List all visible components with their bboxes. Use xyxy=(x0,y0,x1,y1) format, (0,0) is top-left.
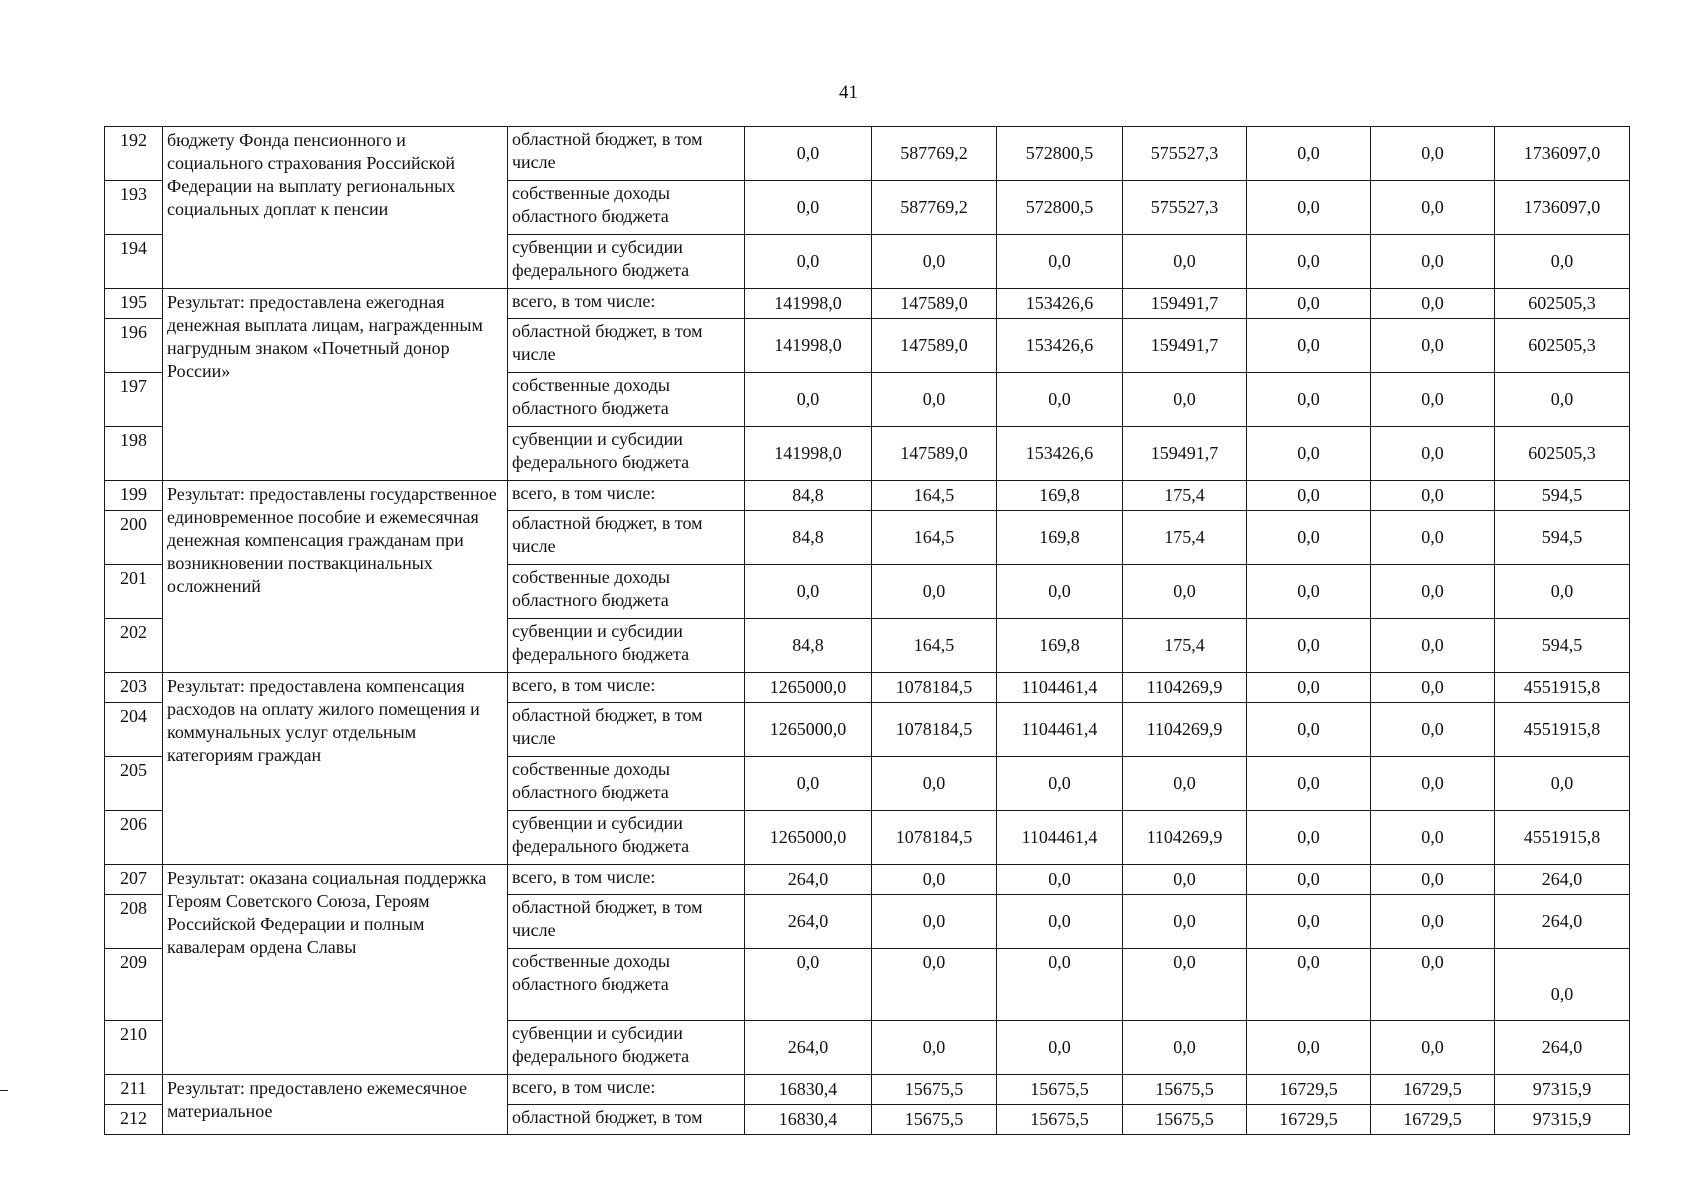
value-cell: 264,0 xyxy=(745,895,872,949)
value-cell: 1104461,4 xyxy=(997,673,1123,703)
value-cell: 16830,4 xyxy=(745,1105,872,1135)
value-cell: 0,0 xyxy=(1247,703,1371,757)
value-cell: 84,8 xyxy=(745,511,872,565)
row-number: 202 xyxy=(105,619,163,673)
value-cell: 15675,5 xyxy=(1123,1105,1247,1135)
value-cell: 575527,3 xyxy=(1123,181,1247,235)
value-cell: 0,0 xyxy=(1247,427,1371,481)
row-number: 192 xyxy=(105,127,163,181)
value-cell: 0,0 xyxy=(1247,481,1371,511)
funding-source: всего, в том числе: xyxy=(508,1075,745,1105)
value-cell: 0,0 xyxy=(1371,673,1495,703)
value-cell: 264,0 xyxy=(1495,1021,1630,1075)
value-cell: 15675,5 xyxy=(872,1105,997,1135)
budget-table xyxy=(104,126,1630,1135)
value-cell: 0,0 xyxy=(745,127,872,181)
value-cell: 0,0 xyxy=(872,565,997,619)
value-cell: 169,8 xyxy=(997,511,1123,565)
value-cell: 0,0 xyxy=(1371,865,1495,895)
value-cell: 159491,7 xyxy=(1123,427,1247,481)
value-cell: 15675,5 xyxy=(1123,1075,1247,1105)
funding-source: субвенции и субсидии федерального бюджета xyxy=(508,235,745,289)
value-cell: 0,0 xyxy=(1247,511,1371,565)
value-cell: 602505,3 xyxy=(1495,289,1630,319)
row-number: 203 xyxy=(105,673,163,703)
value-cell: 153426,6 xyxy=(997,319,1123,373)
value-cell: 16729,5 xyxy=(1247,1075,1371,1105)
value-cell: 169,8 xyxy=(997,481,1123,511)
value-cell: 1104269,9 xyxy=(1123,703,1247,757)
value-cell: 0,0 xyxy=(1495,373,1630,427)
value-cell: 1078184,5 xyxy=(872,811,997,865)
value-cell: 1736097,0 xyxy=(1495,127,1630,181)
value-cell: 147589,0 xyxy=(872,319,997,373)
funding-source: всего, в том числе: xyxy=(508,865,745,895)
value-cell: 0,0 xyxy=(997,373,1123,427)
value-cell: 169,8 xyxy=(997,619,1123,673)
funding-source: областной бюджет, в том числе xyxy=(508,127,745,181)
value-cell: 0,0 xyxy=(872,865,997,895)
value-cell: 0,0 xyxy=(1247,319,1371,373)
result-description: бюджету Фонда пенсионного и социального страхования Российской Федерации на выплату региональных социальных доплат к пенсии xyxy=(163,127,508,289)
funding-source: областной бюджет, в том числе xyxy=(508,319,745,373)
value-cell: 0,0 xyxy=(1247,865,1371,895)
value-cell: 84,8 xyxy=(745,481,872,511)
value-cell: 0,0 xyxy=(1371,1021,1495,1075)
row-number: 208 xyxy=(105,895,163,949)
table-row xyxy=(105,1075,1630,1105)
value-cell: 0,0 xyxy=(1247,1021,1371,1075)
result-description: Результат: оказана социальная поддержка Героям Советского Союза, Героям Российской Федерации и полным кавалерам ордена Славы xyxy=(163,865,508,1075)
margin-mark xyxy=(0,1090,8,1091)
value-cell: 0,0 xyxy=(1371,895,1495,949)
value-cell: 0,0 xyxy=(1371,703,1495,757)
value-cell: 0,0 xyxy=(1371,757,1495,811)
value-cell: 264,0 xyxy=(1495,865,1630,895)
table-row xyxy=(105,481,1630,511)
row-number: 197 xyxy=(105,373,163,427)
value-cell: 0,0 xyxy=(1495,757,1630,811)
value-cell: 0,0 xyxy=(1371,289,1495,319)
value-cell: 0,0 xyxy=(1123,373,1247,427)
value-cell: 0,0 xyxy=(1247,127,1371,181)
table-body xyxy=(105,127,1630,1135)
value-cell: 0,0 xyxy=(872,373,997,427)
value-cell: 0,0 xyxy=(997,1021,1123,1075)
value-cell: 0,0 xyxy=(1247,811,1371,865)
row-number: 200 xyxy=(105,511,163,565)
value-cell: 0,0 xyxy=(1371,619,1495,673)
value-cell: 97315,9 xyxy=(1495,1105,1630,1135)
value-cell: 0,0 xyxy=(997,895,1123,949)
value-cell: 0,0 xyxy=(872,1021,997,1075)
value-cell: 0,0 xyxy=(1371,565,1495,619)
row-number: 194 xyxy=(105,235,163,289)
value-cell: 0,0 xyxy=(1247,373,1371,427)
value-cell: 0,0 xyxy=(872,895,997,949)
value-cell: 0,0 xyxy=(1123,565,1247,619)
value-cell: 0,0 xyxy=(745,235,872,289)
value-cell: 0,0 xyxy=(872,757,997,811)
value-cell: 164,5 xyxy=(872,511,997,565)
funding-source: областной бюджет, в том xyxy=(508,1105,745,1135)
funding-source: всего, в том числе: xyxy=(508,673,745,703)
value-cell: 0,0 xyxy=(1123,235,1247,289)
funding-source: собственные доходы областного бюджета xyxy=(508,373,745,427)
value-cell: 602505,3 xyxy=(1495,427,1630,481)
value-cell: 0,0 xyxy=(1371,127,1495,181)
value-cell: 1078184,5 xyxy=(872,673,997,703)
value-cell: 0,0 xyxy=(997,949,1123,1021)
value-cell: 0,0 xyxy=(1123,865,1247,895)
result-description: Результат: предоставлены государственное единовременное пособие и ежемесячная денежная компенсация гражданам при возникновении поствакцинальных осложнений xyxy=(163,481,508,673)
value-cell: 264,0 xyxy=(1495,895,1630,949)
funding-source: субвенции и субсидии федерального бюджета xyxy=(508,427,745,481)
value-cell: 0,0 xyxy=(1371,235,1495,289)
row-number: 210 xyxy=(105,1021,163,1075)
value-cell: 602505,3 xyxy=(1495,319,1630,373)
value-cell: 16729,5 xyxy=(1371,1105,1495,1135)
funding-source: субвенции и субсидии федерального бюджета xyxy=(508,811,745,865)
row-number: 212 xyxy=(105,1105,163,1135)
value-cell: 4551915,8 xyxy=(1495,811,1630,865)
value-cell: 0,0 xyxy=(1247,895,1371,949)
value-cell: 84,8 xyxy=(745,619,872,673)
value-cell: 594,5 xyxy=(1495,511,1630,565)
row-number: 207 xyxy=(105,865,163,895)
row-number: 205 xyxy=(105,757,163,811)
value-cell: 1265000,0 xyxy=(745,811,872,865)
value-cell: 175,4 xyxy=(1123,511,1247,565)
value-cell: 4551915,8 xyxy=(1495,703,1630,757)
value-cell: 1736097,0 xyxy=(1495,181,1630,235)
value-cell: 0,0 xyxy=(1495,949,1630,1021)
value-cell: 15675,5 xyxy=(997,1105,1123,1135)
value-cell: 0,0 xyxy=(1123,949,1247,1021)
page-number: 41 xyxy=(839,82,858,103)
value-cell: 0,0 xyxy=(1371,811,1495,865)
value-cell: 1078184,5 xyxy=(872,703,997,757)
value-cell: 4551915,8 xyxy=(1495,673,1630,703)
value-cell: 15675,5 xyxy=(872,1075,997,1105)
value-cell: 0,0 xyxy=(1123,1021,1247,1075)
result-description: Результат: предоставлено ежемесячное материальное xyxy=(163,1075,508,1135)
value-cell: 0,0 xyxy=(745,565,872,619)
value-cell: 0,0 xyxy=(1495,565,1630,619)
funding-source: собственные доходы областного бюджета xyxy=(508,181,745,235)
value-cell: 0,0 xyxy=(1371,319,1495,373)
value-cell: 15675,5 xyxy=(997,1075,1123,1105)
row-number: 195 xyxy=(105,289,163,319)
value-cell: 0,0 xyxy=(1371,181,1495,235)
value-cell: 141998,0 xyxy=(745,289,872,319)
funding-source: областной бюджет, в том числе xyxy=(508,895,745,949)
funding-source: собственные доходы областного бюджета xyxy=(508,565,745,619)
row-number: 211 xyxy=(105,1075,163,1105)
table-row xyxy=(105,673,1630,703)
result-description: Результат: предоставлена ежегодная денежная выплата лицам, награжденным нагрудным знаком «Почетный донор России» xyxy=(163,289,508,481)
funding-source: субвенции и субсидии федерального бюджета xyxy=(508,619,745,673)
value-cell: 16830,4 xyxy=(745,1075,872,1105)
row-number: 196 xyxy=(105,319,163,373)
table-row xyxy=(105,289,1630,319)
value-cell: 0,0 xyxy=(997,235,1123,289)
value-cell: 16729,5 xyxy=(1247,1105,1371,1135)
value-cell: 572800,5 xyxy=(997,127,1123,181)
value-cell: 175,4 xyxy=(1123,481,1247,511)
value-cell: 164,5 xyxy=(872,481,997,511)
value-cell: 0,0 xyxy=(745,181,872,235)
value-cell: 159491,7 xyxy=(1123,319,1247,373)
funding-source: областной бюджет, в том числе xyxy=(508,511,745,565)
value-cell: 0,0 xyxy=(1123,757,1247,811)
value-cell: 575527,3 xyxy=(1123,127,1247,181)
value-cell: 0,0 xyxy=(1247,565,1371,619)
value-cell: 16729,5 xyxy=(1371,1075,1495,1105)
value-cell: 141998,0 xyxy=(745,427,872,481)
value-cell: 0,0 xyxy=(1247,619,1371,673)
value-cell: 594,5 xyxy=(1495,619,1630,673)
value-cell: 0,0 xyxy=(1371,481,1495,511)
value-cell: 164,5 xyxy=(872,619,997,673)
row-number: 201 xyxy=(105,565,163,619)
funding-source: областной бюджет, в том числе xyxy=(508,703,745,757)
value-cell: 0,0 xyxy=(1247,181,1371,235)
value-cell: 0,0 xyxy=(745,949,872,1021)
value-cell: 1104461,4 xyxy=(997,703,1123,757)
value-cell: 572800,5 xyxy=(997,181,1123,235)
value-cell: 0,0 xyxy=(872,235,997,289)
value-cell: 587769,2 xyxy=(872,181,997,235)
value-cell: 587769,2 xyxy=(872,127,997,181)
value-cell: 0,0 xyxy=(745,373,872,427)
value-cell: 0,0 xyxy=(997,865,1123,895)
value-cell: 0,0 xyxy=(997,565,1123,619)
value-cell: 0,0 xyxy=(1247,757,1371,811)
value-cell: 147589,0 xyxy=(872,427,997,481)
value-cell: 153426,6 xyxy=(997,427,1123,481)
value-cell: 0,0 xyxy=(997,757,1123,811)
value-cell: 0,0 xyxy=(1371,427,1495,481)
funding-source: субвенции и субсидии федерального бюджета xyxy=(508,1021,745,1075)
value-cell: 147589,0 xyxy=(872,289,997,319)
value-cell: 97315,9 xyxy=(1495,1075,1630,1105)
value-cell: 264,0 xyxy=(745,1021,872,1075)
value-cell: 0,0 xyxy=(1247,235,1371,289)
value-cell: 0,0 xyxy=(1247,673,1371,703)
value-cell: 159491,7 xyxy=(1123,289,1247,319)
value-cell: 0,0 xyxy=(1247,949,1371,1021)
row-number: 206 xyxy=(105,811,163,865)
row-number: 209 xyxy=(105,949,163,1021)
value-cell: 0,0 xyxy=(1371,511,1495,565)
funding-source: всего, в том числе: xyxy=(508,481,745,511)
value-cell: 264,0 xyxy=(745,865,872,895)
value-cell: 175,4 xyxy=(1123,619,1247,673)
row-number: 204 xyxy=(105,703,163,757)
value-cell: 0,0 xyxy=(1495,235,1630,289)
table-row xyxy=(105,127,1630,181)
value-cell: 1104269,9 xyxy=(1123,811,1247,865)
row-number: 199 xyxy=(105,481,163,511)
value-cell: 1104461,4 xyxy=(997,811,1123,865)
value-cell: 0,0 xyxy=(1371,373,1495,427)
funding-source: всего, в том числе: xyxy=(508,289,745,319)
value-cell: 0,0 xyxy=(1123,895,1247,949)
funding-source: собственные доходы областного бюджета xyxy=(508,949,745,1021)
value-cell: 0,0 xyxy=(1371,949,1495,1021)
value-cell: 153426,6 xyxy=(997,289,1123,319)
value-cell: 0,0 xyxy=(1247,289,1371,319)
row-number: 198 xyxy=(105,427,163,481)
value-cell: 1265000,0 xyxy=(745,673,872,703)
value-cell: 0,0 xyxy=(872,949,997,1021)
table-row xyxy=(105,865,1630,895)
row-number: 193 xyxy=(105,181,163,235)
funding-source: собственные доходы областного бюджета xyxy=(508,757,745,811)
value-cell: 1104269,9 xyxy=(1123,673,1247,703)
value-cell: 0,0 xyxy=(745,757,872,811)
value-cell: 1265000,0 xyxy=(745,703,872,757)
value-cell: 141998,0 xyxy=(745,319,872,373)
value-cell: 594,5 xyxy=(1495,481,1630,511)
result-description: Результат: предоставлена компенсация расходов на оплату жилого помещения и коммунальных услуг отдельным категориям граждан xyxy=(163,673,508,865)
